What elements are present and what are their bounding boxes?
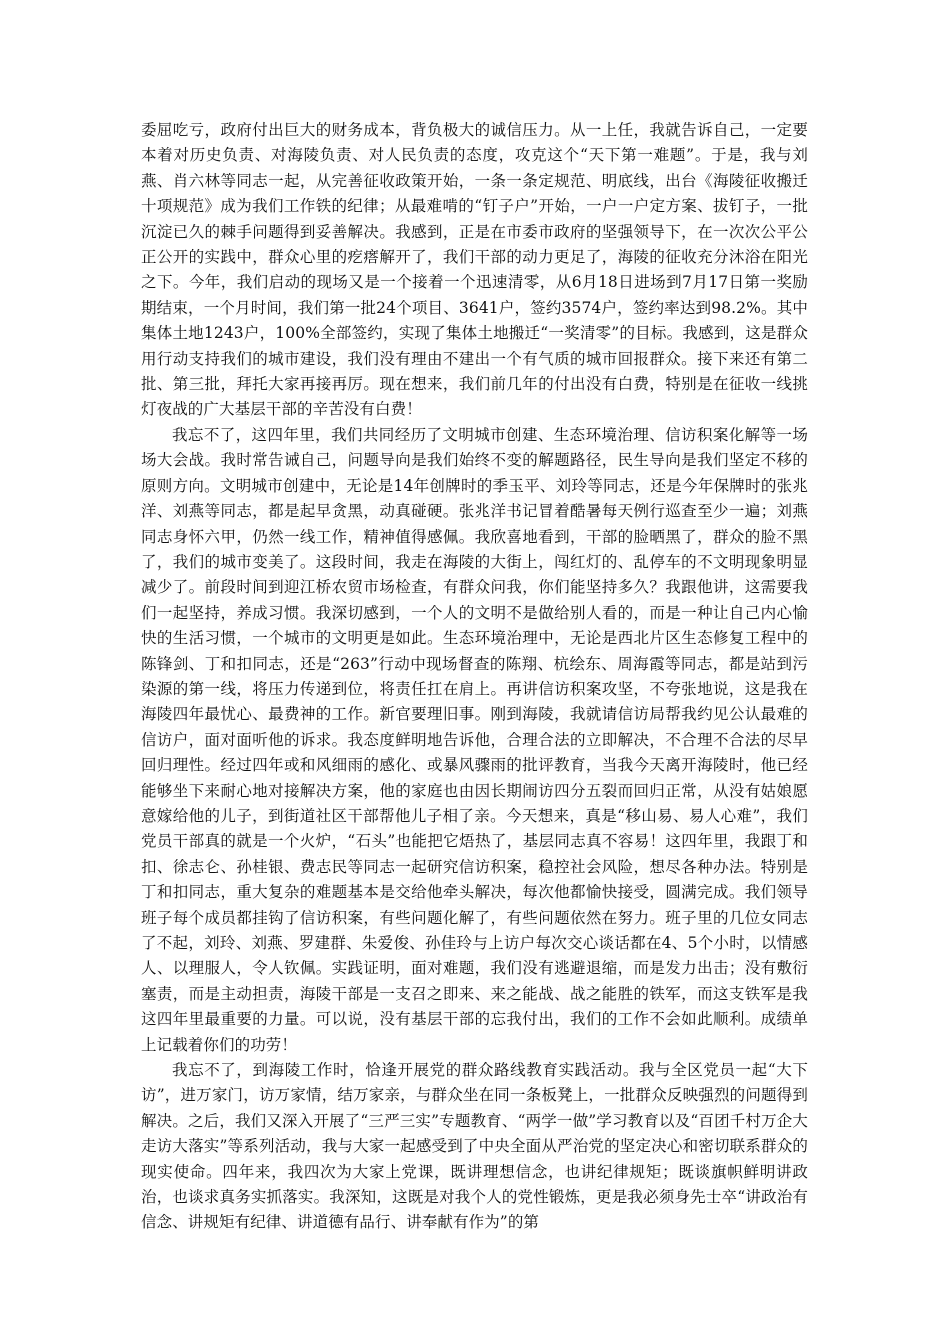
paragraph-2: 我忘不了，这四年里，我们共同经历了文明城市创建、生态环境治理、信访积案化解等一场场大会战。我时常告诫自己，问题导向是我们始终不变的解题路径，民生导向是我们坚定不移的原则方向。文明城市创建中，无论是14年创牌时的季玉平、刘玲等同志，还是今年保牌时的张兆洋、刘燕等同志，都是起早贪黑，动真碰硬。张兆洋书记冒着酷暑每天例行巡查至少一遍；刘燕同志身怀六甲，仍然一线工作，精神值得感佩。我欣喜地看到，干部的脸晒黑了，群众的脸不黑了，我们的城市变美了。这段时间，我走在海陵的大街上，闯红灯的、乱停车的不文明现象明显减少了。前段时间到迎江桥农贸市场检查，有群众问我，你们能坚持多久？我跟他讲，这需要我们一起坚持，养成习惯。我深切感到，一个人的文明不是做给别人看的，而是一种让自己内心愉快的生活习惯，一个城市的文明更是如此。生态环境治理中，无论是西北片区生态修复工程中的陈锋剑、丁和扣同志，还是“263”行动中现场督查的陈翔、杭绘东、周海霞等同志，都是站到污染源的第一线，将压力传递到位，将责任扛在肩上。再讲信访积案攻坚，不夸张地说，这是我在海陵四年最忧心、最费神的工作。新官要理旧事。刚到海陵，我就请信访局帮我约见公认最难的信访户，面对面听他的诉求。我态度鲜明地告诉他，合理合法的立即解决，不合理不合法的尽早回归理性。经过四年或和风细雨的感化、或暴风骤雨的批评教育，当我今天离开海陵时，他已经能够坐下来耐心地对接解决方案，他的家庭也由因长期闹访四分五裂而回归正常，从没有姑娘愿意嫁给他的儿子，到街道社区干部帮他儿子相了亲。今天想来，真是“移山易、易人心难”，我们党员干部真的就是一个火炉，“石头”也能把它焐热了，基层同志真不容易！这四年里，我跟丁和扣、徐志仑、孙桂银、费志民等同志一起研究信访积案，稳控社会风险，想尽各种办法。特别是丁和扣同志，重大复杂的难题基本是交给他牵头解决，每次他都愉快接受，圆满完成。我们领导班子每个成员都挂钩了信访积案，有些问题化解了，有些问题依然在努力。班子里的几位女同志了不起，刘玲、刘燕、罗建群、朱爱俊、孙佳玲与上访户每次交心谈话都在4、5个小时，以情感人、以理服人，令人钦佩。实践证明，面对难题，我们没有逃避退缩，而是发力出击；没有敷衍塞责，而是主动担责，海陵干部是一支召之即来、来之能战、战之能胜的铁军，而这支铁军是我这四年里最重要的力量。可以说，没有基层干部的忘我付出，我们的工作不会如此顺利。成绩单上记载着你们的功劳！ (141, 425, 808, 1054)
paragraph-3: 我忘不了，到海陵工作时，恰逢开展党的群众路线教育实践活动。我与全区党员一起“大下访”，进万家门，访万家情，结万家亲，与群众坐在同一条板凳上，一批群众反映强烈的问题得到解决。之后，我们又深入开展了“三严三实”专题教育、“两学一做”学习教育以及“百团千村万企大走访大落实”等系列活动，我与大家一起感受到了中央全面从严治党的坚定决心和密切联系群众的现实使命。四年来，我四次为大家上党课，既讲理想信念，也讲纪律规矩；既谈旗帜鲜明讲政治，也谈求真务实抓落实。我深知，这既是对我个人的党性锻炼，更是我必须身先士卒“讲政治有信念、讲规矩有纪律、讲道德有品行、讲奉献有作为”的第 (141, 1061, 808, 1232)
paragraph-1: 委屈吃亏，政府付出巨大的财务成本，背负极大的诚信压力。从一上任，我就告诉自己，一定要本着对历史负责、对海陵负责、对人民负责的态度，攻克这个“天下第一难题”。于是，我与刘燕、肖六林等同志一起，从完善征收政策开始，一条一条定规范、明底线，出台《海陵征收搬迁十项规范》成为我们工作铁的纪律；从最难啃的“钉子户”开始，一户一户定方案、拔钉子，一批沉淀已久的棘手问题得到妥善解决。我感到，正是在市委市政府的坚强领导下，在一次次公平公正公开的实践中，群众心里的疙瘩解开了，我们干部的动力更足了，海陵的征收充分沐浴在阳光之下。今年，我们启动的现场又是一个接着一个迅速清零，从6月18日进场到7月17日第一奖励期结束，一个月时间，我们第一批24个项目、3641户，签约3574户，签约率达到98.2%。其中集体土地1243户，100%全部签约，实现了集体土地搬迁“一奖清零”的目标。我感到，这是群众用行动支持我们的城市建设，我们没有理由不建出一个有气质的城市回报群众。接下来还有第二批、第三批，拜托大家再接再厉。现在想来，我们前几年的付出没有白费，特别是在征收一线挑灯夜战的广大基层干部的辛苦没有白费！ (141, 121, 808, 419)
document-body (141, 118, 808, 1236)
